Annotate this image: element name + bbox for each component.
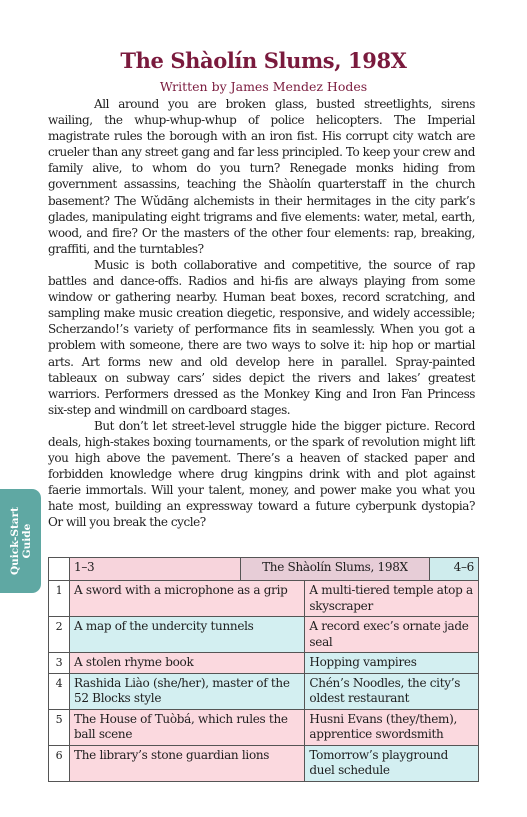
table-cell-left: A map of the undercity tunnels <box>70 617 305 653</box>
roll-number: 1 <box>49 581 70 617</box>
author-byline: Written by James Mendez Hodes <box>159 79 368 94</box>
table-cell-right: A multi-tiered temple atop a skyscraper <box>305 581 479 617</box>
table-row <box>49 673 479 709</box>
table-header-range-left: 1–3 <box>70 558 241 581</box>
table-cell-left: Rashida Liào (she/her), master of the 52 Blocks style <box>70 673 305 709</box>
table-cell-right: Tomorrow’s playground duel schedule <box>305 745 479 781</box>
roll-number: 3 <box>49 653 70 674</box>
table-header-corner <box>49 558 70 581</box>
page-title: The Shàolín Slums, 198X <box>120 48 407 73</box>
roll-number: 2 <box>49 617 70 653</box>
table-row <box>49 617 479 653</box>
roll-number: 5 <box>49 709 70 745</box>
paragraph: Music is both collaborative and competitive, the source of rap battles and dance-offs. Radios and hi-fis are always playing from some window or gathering nearby. Human beat boxes, record scratching, and sampling make music creation diegetic, responsive, and widely accessible; Scherzando!’s variety of performance fits in seamlessly. When you got a problem with someone, there are two ways to solve it: hip hop or martial arts. Art forms new and old develop here in parallel. Spray-painted tableaux on subway cars’ sides depict the rivers and lakes’ greatest warriors. Performers dressed as the Monkey King and Iron Fan Princess six-step and windmill on cardboard stages. <box>48 257 475 417</box>
table-cell-left: A stolen rhyme book <box>70 653 305 674</box>
table-cell-right: Chén’s Noodles, the city’s oldest restaurant <box>305 673 479 709</box>
table-cell-right: Hopping vampires <box>305 653 479 674</box>
table-header-row <box>49 558 479 581</box>
roll-number: 6 <box>49 745 70 781</box>
side-tab-label: Quick-Start Guide <box>9 507 33 575</box>
paragraph: But don’t let street-level struggle hide the bigger picture. Record deals, high-stakes boxing tournaments, or the spark of revolution might lift you high above the pavement. There’s a heaven of stacked paper and forbidden knowledge where drug kingpins drink with and plot against faerie immortals. Will your talent, money, and power make you what you hate most, building an expressway toward a future cyberpunk dystopia? Or will you break the cycle? <box>48 418 475 530</box>
paragraph: All around you are broken glass, busted streetlights, sirens wailing, the whup-whup-whup of police helicopters. The Imperial magistrate rules the borough with an iron fist. His corrupt city watch are crueler than any street gang and far less principled. To keep your crew and family alive, to whom do you turn? Renegade monks hiding from government assassins, teaching the Shàolín quarterstaff in the church basement? The Wǔdāng alchemists in their hermitages in the city park’s glades, manipulating eight trigrams and five elements: water, metal, earth, wood, and fire? Or the masters of the other four elements: rap, breaking, graffiti, and the turntables? <box>48 97 476 256</box>
table-row <box>49 709 479 745</box>
table-row <box>49 581 479 617</box>
roll-number: 4 <box>49 673 70 709</box>
body-text <box>48 96 475 531</box>
table-header-title: The Shàolín Slums, 198X <box>240 558 429 581</box>
table-cell-right: Husni Evans (they/them), apprentice swordsmith <box>305 709 479 745</box>
table-row <box>49 745 479 781</box>
table-cell-left: The library’s stone guardian lions <box>70 745 305 781</box>
table-cell-left: A sword with a microphone as a grip <box>70 581 305 617</box>
random-table <box>48 557 479 782</box>
table-cell-right: A record exec’s ornate jade seal <box>305 617 479 653</box>
table-row <box>49 653 479 674</box>
table-cell-left: The House of Tuòbá, which rules the ball scene <box>70 709 305 745</box>
table-header-range-right: 4–6 <box>430 558 479 581</box>
